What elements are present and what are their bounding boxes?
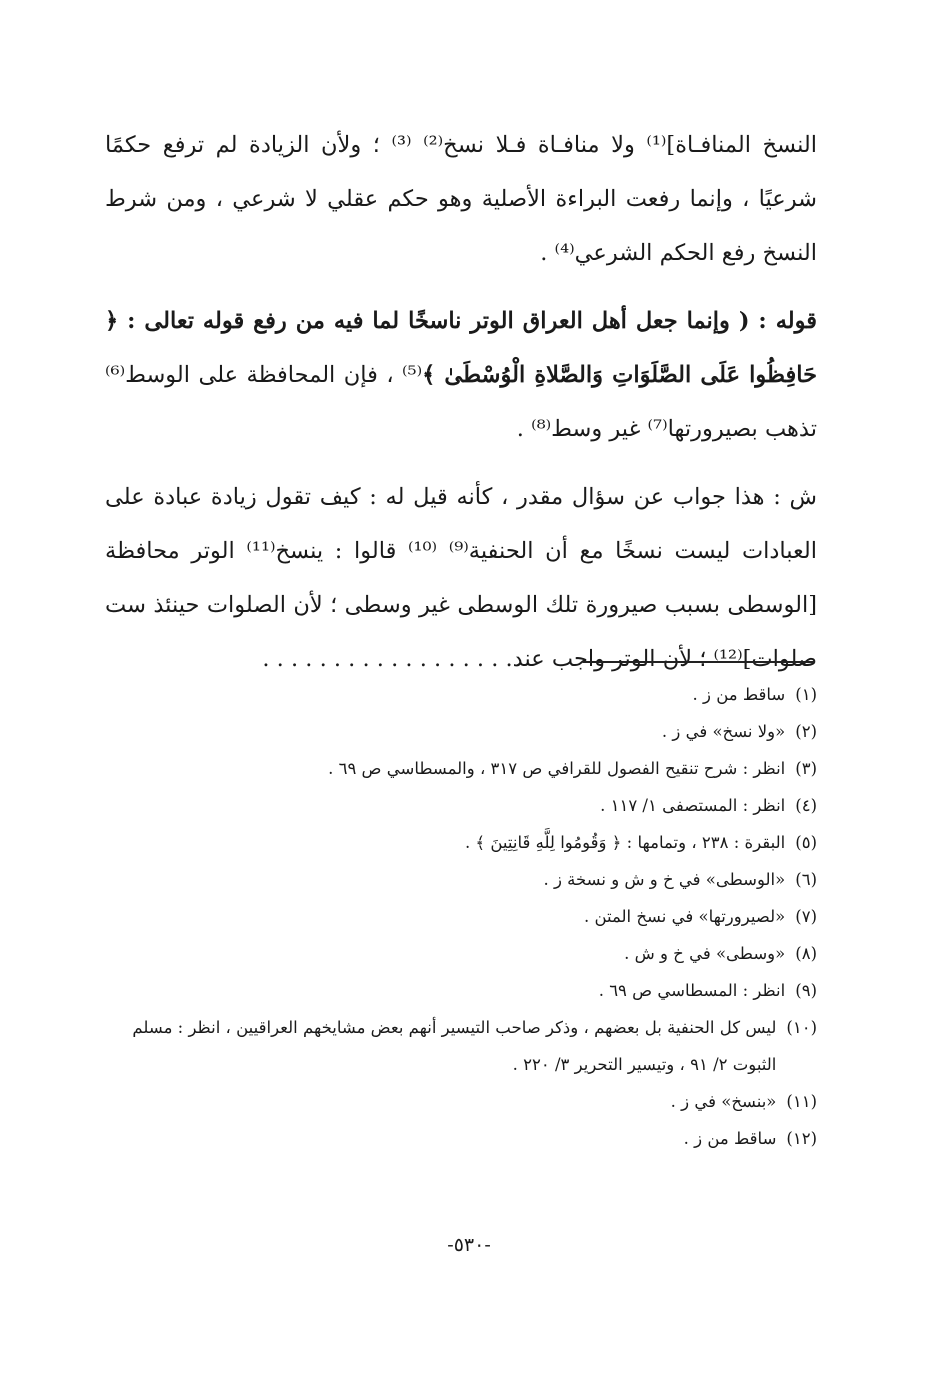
quoted-text: ( وإنما جعل أهل العراق الوتر ناسخًا لما فيه من رفع قوله تعالى : ﴿ حَافِظُوا عَلَى الصَّلَوَاتِ وَالصَّلاةِ الْوُسْطَىٰ ﴾ [105,308,817,388]
footnote-number: (٤) [795,796,817,815]
footnote-number: (١) [795,685,817,704]
footnote [105,972,817,1009]
footnote [105,1120,817,1157]
footnote-text: البقرة : ٢٣٨ ، وتمامها : ﴿ وَقُومُوا لِلَّهِ قَانِتِينَ ﴾ . [464,833,786,852]
footnote-text: انظر : المسطاسي ص ٦٩ . [598,981,786,1000]
paragraph-2-lead: قوله : [749,308,817,334]
footnote-text: ساقط من ز . [692,685,786,704]
paragraph-2 [105,294,817,456]
paragraph-2-rest: ⁽⁵⁾ ، فإن المحافظة على الوسط⁽⁶⁾ تذهب بصيرورتها⁽⁷⁾ غير وسط⁽⁸⁾ . [105,362,817,442]
footnote [105,750,817,787]
footnote-text: انظر : المستصفى ١/ ١١٧ . [600,796,786,815]
footnote-number: (٣) [795,759,817,778]
footnote-text: ليس كل الحنفية بل بعضهم ، وذكر صاحب التيسير أنهم بعض مشايخهم العراقيين ، انظر : مسلم الثبوت ٢/ ٩١ ، وتيسير التحرير ٣/ ٢٢٠ . [132,1018,777,1074]
footnote-number: (٧) [795,907,817,926]
footnotes [105,676,817,1157]
footnote [105,824,817,861]
footnote-number: (١١) [786,1092,817,1111]
footnote-text: انظر : شرح تنقيح الفصول للقرافي ص ٣١٧ ، والمسطاسي ص ٦٩ . [328,759,786,778]
footnote [105,1083,817,1120]
footnote-text: «لصيرورتها» في نسخ المتن . [583,907,786,926]
footnote [105,1009,817,1083]
footnote-text: «وسطى» في خ و ش . [624,944,786,963]
footnote [105,676,817,713]
footnote [105,935,817,972]
footnote-number: (١٢) [786,1129,817,1148]
paragraph-1: النسخ المنافـاة]⁽¹⁾ ولا منافـاة فـلا نسخ⁽²⁾ ⁽³⁾ ؛ ولأن الزيادة لم ترفع حكمًا شرعيًا ، وإنما رفعت البراءة الأصلية وهو حكم عقلي لا شرعي ، ومن شرط النسخ رفع الحكم الشرعي⁽⁴⁾ . [105,132,817,266]
footnote-number: (٩) [795,981,817,1000]
footnote-number: (٥) [795,833,817,852]
footnote-number: (٨) [795,944,817,963]
footnote-number: (٦) [795,870,817,889]
footnote [105,861,817,898]
paragraph-3: ش : هذا جواب عن سؤال مقدر ، كأنه قيل له : كيف تقول زيادة عبادة على العبادات ليست نسخًا مع أن الحنفية⁽⁹⁾ ⁽¹⁰⁾ قالوا : ينسخ⁽¹¹⁾ الوتر محافظة [الوسطى بسبب صيرورة تلك الوسطى غير وسطى ؛ لأن الصلوات حينئذ ست صلوات]⁽¹²⁾ ؛ لأن الوتر واجب عند. . . . . . . . . . . . . . . . . . [105,484,817,672]
page-number: -٥٣٠- [447,1234,491,1256]
footnote-number: (١٠) [786,1018,817,1037]
footnote [105,713,817,750]
footnote [105,898,817,935]
footnote-text: «ولا نسخ» في ز . [661,722,786,741]
footnote-number: (٢) [795,722,817,741]
footnote [105,787,817,824]
footnote-text: «بنسخ» في ز . [670,1092,777,1111]
main-text [105,118,817,686]
footnote-separator [583,661,815,663]
footnote-text: «الوسطى» في خ و ش و نسخة ز . [543,870,786,889]
footnote-text: ساقط من ز . [683,1129,777,1148]
